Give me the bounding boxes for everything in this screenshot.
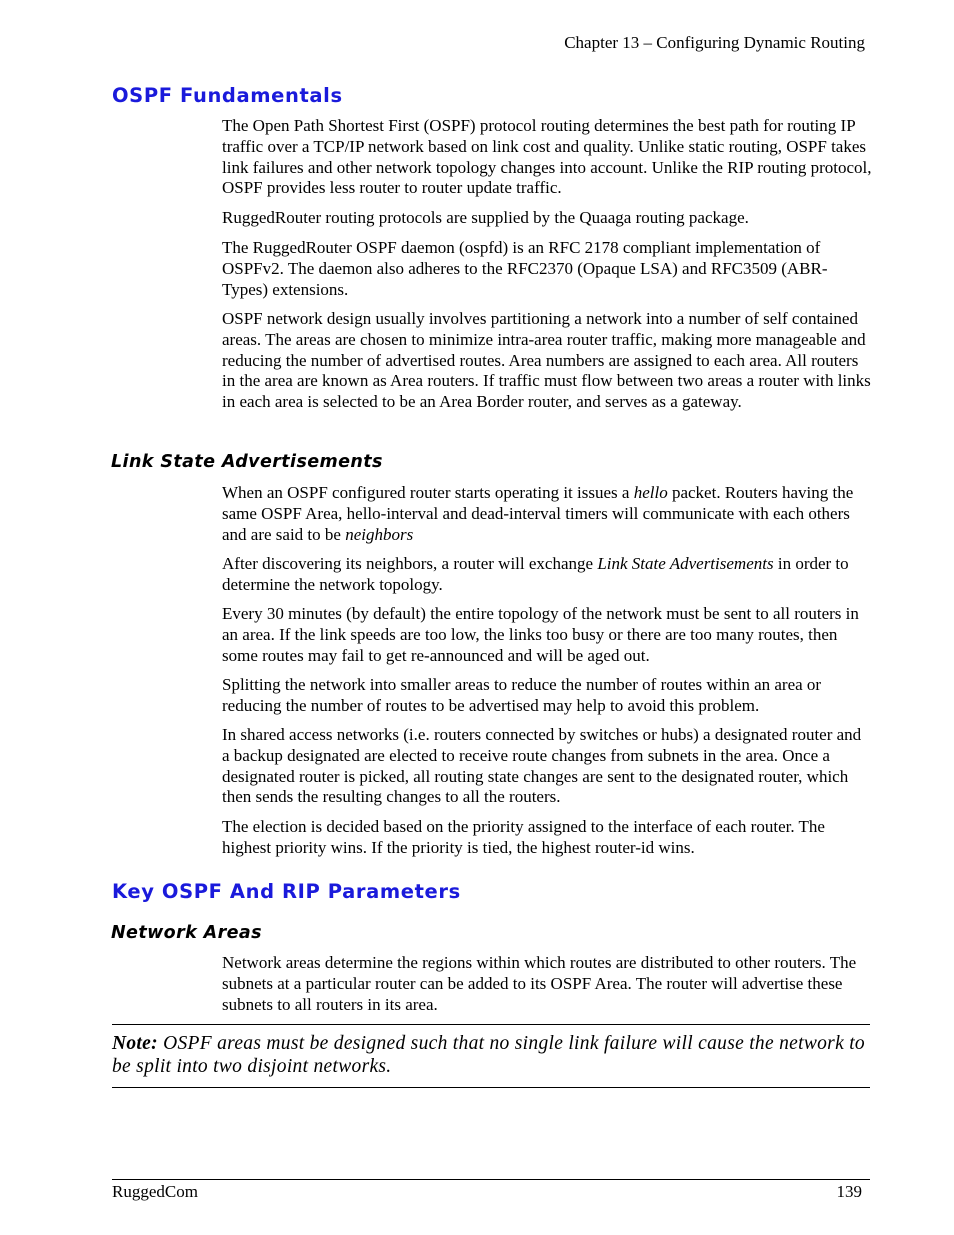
emphasis-lsa: Link State Advertisements xyxy=(597,554,774,573)
text: When an OSPF configured router starts operating it issues a xyxy=(222,483,634,502)
paragraph: Network areas determine the regions within which routes are distributed to other routers. The subnets at a particular router can be added to its OSPF Area. The router will advertise these subnets to all routers in its area. xyxy=(222,953,857,1014)
paragraph: The Open Path Shortest First (OSPF) protocol routing determines the best path for routing IP traffic over a TCP/IP network based on link cost and quality. Unlike static routing, OSPF takes link failures and other network topology changes into account. Unlike the RIP routing protocol, OSPF provides less router to router update traffic. xyxy=(222,116,872,198)
paragraph-hello xyxy=(222,483,872,545)
note-bottom-rule xyxy=(112,1087,870,1088)
running-head: Chapter 13 – Configuring Dynamic Routing xyxy=(564,33,865,52)
paragraph-lsa xyxy=(222,554,872,596)
paragraph: Splitting the network into smaller areas to reduce the number of routes within an area or reducing the number of routes to be advertised may help to avoid this problem. xyxy=(222,675,822,715)
text: After discovering its neighbors, a router will exchange xyxy=(222,554,598,573)
text: in order to determine the network topology. xyxy=(222,554,849,594)
page-number: 139 xyxy=(836,1182,862,1201)
subsection-title-link-state-advertisements: Link State Advertisements xyxy=(111,452,383,472)
section-title-ospf-fundamentals: OSPF Fundamentals xyxy=(112,84,343,107)
paragraph: Every 30 minutes (by default) the entire topology of the network must be sent to all routers in an area. If the link speeds are too low, the links too busy or there are too many routes, then some routes may fail to get re-announced and will be aged out. xyxy=(222,604,859,665)
emphasis-hello: hello xyxy=(633,483,668,502)
subsection-title-network-areas: Network Areas xyxy=(111,923,262,943)
text: packet. Routers having the same OSPF Area, hello-interval and dead-interval timers will communicate with each others and are said to be xyxy=(222,483,854,544)
note-label: Note: xyxy=(112,1033,158,1054)
paragraph: OSPF network design usually involves partitioning a network into a number of self contained areas. The areas are chosen to minimize intra-area router traffic, making more manageable and reducing the number of advertised routes. Area numbers are assigned to each area. All routers in the area are known as Area routers. If traffic must flow between two areas a router with links in each area is selected to be an Area Border router, and serves as a gateway. xyxy=(222,309,871,412)
paragraph: The RuggedRouter OSPF daemon (ospfd) is an RFC 2178 compliant implementation of OSPFv2. The daemon also adheres to the RFC2370 (Opaque LSA) and RFC3509 (ABR-Types) extensions. xyxy=(222,238,828,299)
emphasis-neighbors: neighbors xyxy=(345,524,414,544)
footer-rule xyxy=(112,1179,870,1180)
footer-company: RuggedCom xyxy=(112,1182,198,1201)
paragraph: The election is decided based on the priority assigned to the interface of each router. The highest priority wins. If the priority is tied, the highest router-id wins. xyxy=(222,817,825,857)
paragraph: In shared access networks (i.e. routers connected by switches or hubs) a designated router and a backup designated are elected to receive route changes from subnets in the area. Once a designated router is picked, all routing state changes are sent to the designated router, which then sends the resulting changes to all the routers. xyxy=(222,725,862,807)
note xyxy=(112,1033,872,1078)
paragraph: RuggedRouter routing protocols are supplied by the Quaaga routing package. xyxy=(222,208,749,227)
section-title-key-ospf-rip-parameters: Key OSPF And RIP Parameters xyxy=(112,880,461,903)
note-text: OSPF areas must be designed such that no single link failure will cause the network to be split into two disjoint networks. xyxy=(112,1033,865,1077)
note-top-rule xyxy=(112,1024,870,1025)
